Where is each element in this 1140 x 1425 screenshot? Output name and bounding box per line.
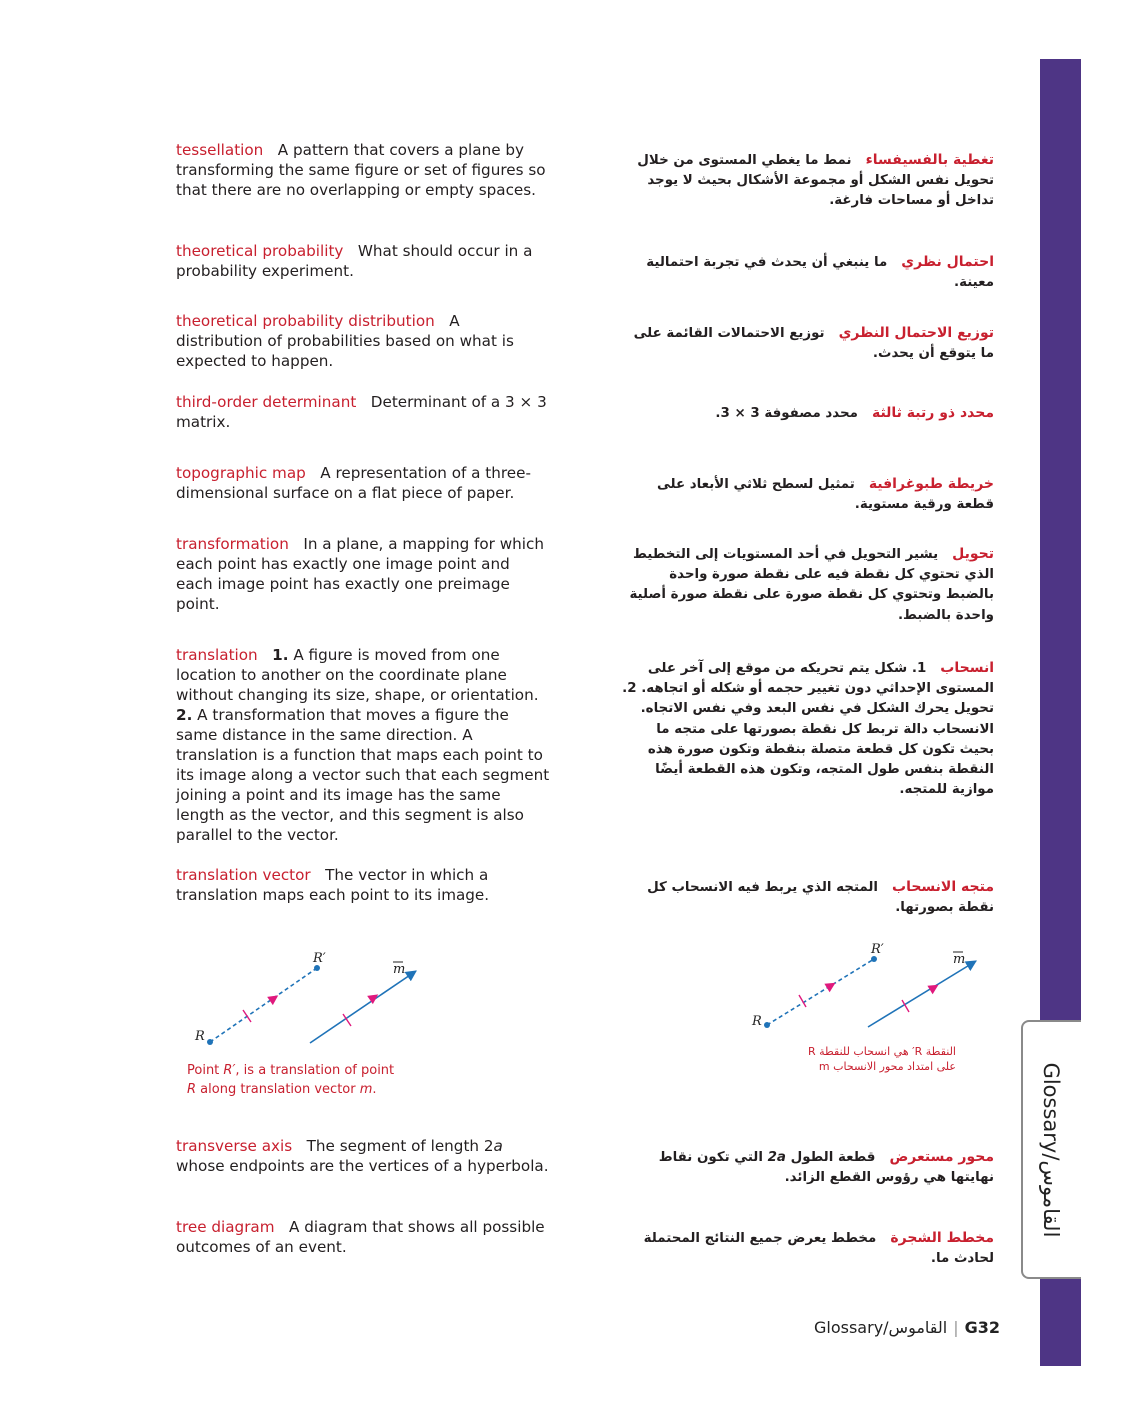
direction-arrowhead [267, 991, 281, 1005]
definition: تمثيل لسطح ثلاثي الأبعاد على قطعة ورقية مستوية. [656, 477, 994, 513]
definition: قطعة الطول [785, 1150, 876, 1165]
translation-vector-m [868, 961, 976, 1027]
definition: نمط ما يغطي المستوى من خلال تحويل نفس الشكل أو مجموعة الأشكال بحيث لا يوجد تداخل أو مساحات فارغة. [637, 153, 994, 209]
footer-separator: | [953, 1318, 959, 1337]
term: متجه الانسحاب [892, 879, 994, 895]
direction-arrowhead [824, 978, 838, 992]
term: tree diagram [176, 1218, 275, 1236]
term: theoretical probability [176, 242, 344, 260]
entry-theoretical-probability-distribution [176, 311, 551, 371]
term: محدد ذو رتبة ثالثة [871, 405, 994, 421]
footer-label: Glossary/القاموس [814, 1318, 948, 1337]
entry-transverse-axis [176, 1136, 551, 1176]
term: تغطية بالفسيفساء [865, 152, 994, 168]
entry-topographic-map [176, 463, 551, 503]
translation-figure-ar [752, 935, 1012, 1035]
translation-segment [767, 959, 874, 1025]
term: خريطة طبوغرافية [868, 476, 994, 492]
direction-arrowhead [927, 980, 941, 994]
entry-third-order-determinant [176, 392, 551, 432]
definition: ما ينبغي أن يحدث في تجربة احتمالية معينة. [646, 255, 994, 291]
translation-figure-en [180, 940, 440, 1050]
entry-transformation [176, 534, 551, 614]
definition: The vector in which a translation maps each point to its image. [176, 866, 490, 904]
definition: 1. شكل يتم تحريكه من موقع إلى آخر على المستوى الإحداثي دون تغيير حجمه أو شكله أو اتجاهه. 2. تحويل يحرك الشكل في نفس البعد وفي نفس الاتجاه. الانسحاب دالة تربط كل نقطة بصورتها على متجه ما بحيث تكون كل قطعة متصلة بنقطة وتكون صورة هذه النقطة بنفس طول المتجه، وتكون هذه القطعة أيضًا موازية للمتجه. [622, 661, 994, 798]
definition: The segment of length 2 [306, 1137, 494, 1155]
ar-entry-tessellation [618, 150, 994, 212]
entry-translation [176, 645, 551, 845]
definition: توزيع الاحتمالات القائمة على ما يتوقع أن يحدث. [633, 326, 994, 362]
label-m: m [953, 952, 966, 967]
entry-translation-vector [176, 865, 551, 905]
term: third-order determinant [176, 393, 357, 411]
definition: Determinant of a 3 × 3 matrix. [176, 393, 547, 431]
ar-entry-translation [618, 658, 994, 800]
glossary-tab-label: Glossary/القاموس [1039, 1062, 1063, 1238]
label-m: m [393, 962, 406, 977]
term: انسحاب [940, 660, 994, 676]
term: محور مستعرض [889, 1149, 994, 1165]
translation-segment [210, 968, 317, 1042]
variable: 2a [767, 1150, 786, 1165]
definition: مخطط يعرض جميع النتائج المحتملة لحادث ما. [643, 1231, 994, 1267]
ar-entry-transverse-axis [618, 1147, 994, 1188]
definition: المتجه الذي يربط فيه الانسحاب كل نقطة بصورتها. [647, 880, 994, 916]
term: translation [176, 646, 258, 664]
definition: What should occur in a probability experiment. [176, 242, 533, 280]
label-r: R [752, 1014, 762, 1029]
definition: يشير التحويل في أحد المستويات إلى التخطيط الذي تحتوي كل نقطة فيه على نقطة صورة واحدة بالضبط وتحتوي كل نقطة صورة على نقطة صورة أصلية واحدة بالضبط. [629, 547, 994, 623]
ar-entry-theoretical-probability-distribution [618, 323, 994, 364]
entry-tessellation [176, 140, 551, 200]
translation-vector-m [310, 971, 416, 1043]
entry-tree-diagram [176, 1217, 551, 1257]
label-r-prime: R′ [313, 951, 326, 966]
term: translation vector [176, 866, 311, 884]
ar-entry-theoretical-probability [618, 252, 994, 293]
tick-mark [243, 1010, 251, 1022]
term: مخطط الشجرة [890, 1230, 994, 1246]
page-number: G32 [964, 1318, 1000, 1337]
definition: A pattern that covers a plane by transforming the same figure or set of figures so that there are no overlapping or empty spaces. [176, 141, 546, 199]
definition-number: 1. [272, 646, 289, 664]
label-r: R [195, 1029, 205, 1044]
definition: A transformation that moves a figure the same distance in the same direction. A translation is a function that maps each point to its image along a vector such that each segment joining a point and its image has the same length as the vector, and this segment is also parallel to the vector. [176, 706, 550, 844]
term: topographic map [176, 464, 306, 482]
entry-theoretical-probability [176, 241, 551, 281]
variable: a [493, 1137, 503, 1155]
definition: محدد مصفوفة 3 × 3. [715, 406, 858, 421]
point-r [207, 1039, 213, 1045]
ar-entry-transformation [618, 544, 994, 626]
term: توزيع الاحتمال النظري [838, 325, 994, 341]
ar-entry-translation-vector [618, 877, 994, 918]
term: تحويل [952, 546, 994, 562]
definition: A representation of a three-dimensional surface on a flat piece of paper. [176, 464, 531, 502]
term: transverse axis [176, 1137, 293, 1155]
definition: In a plane, a mapping for which each point has exactly one image point and each image point has exactly one preimage point. [176, 535, 544, 613]
ar-entry-third-order-determinant [618, 403, 994, 424]
definition: A diagram that shows all possible outcomes of an event. [176, 1218, 545, 1256]
figure-caption-ar: النقطة R′ هي انسحاب للنقطة R على امتداد محور الانسحاب m [807, 1045, 956, 1073]
term: transformation [176, 535, 289, 553]
definition: A distribution of probabilities based on what is expected to happen. [176, 312, 514, 370]
term: احتمال نظري [901, 254, 994, 270]
page-footer [814, 1318, 1000, 1337]
point-r [764, 1022, 770, 1028]
definition: A figure is moved from one location to another on the coordinate plane without changing its size, shape, or orientation. [176, 646, 539, 704]
definition: whose endpoints are the vertices of a hyperbola. [176, 1157, 549, 1175]
ar-entry-tree-diagram [618, 1228, 994, 1269]
ar-entry-topographic-map [618, 474, 994, 515]
term: theoretical probability distribution [176, 312, 435, 330]
definition-number: 2. [176, 706, 193, 724]
definition: التي تكون نقاط نهايتها هي رؤوس القطع الزائد. [658, 1150, 994, 1186]
figure-caption-en: Point R′, is a translation of point R along translation vector m. [187, 1063, 395, 1097]
label-r-prime: R′ [871, 942, 884, 957]
term: tessellation [176, 141, 264, 159]
